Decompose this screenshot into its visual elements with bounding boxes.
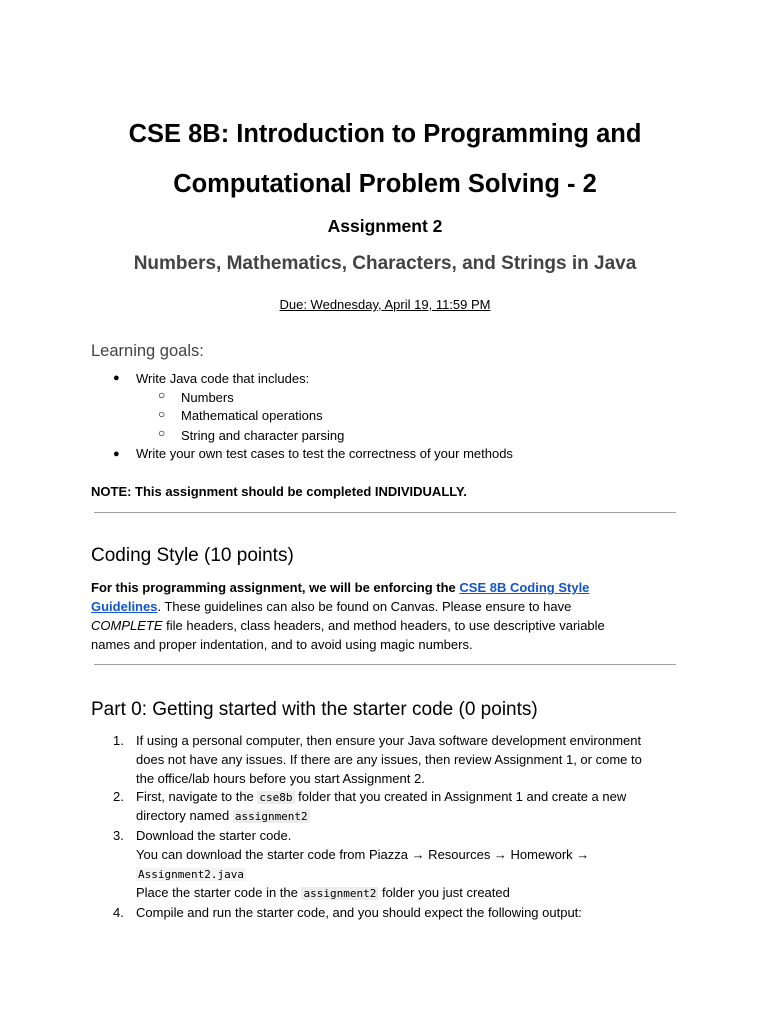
section-divider xyxy=(94,512,676,513)
step3-text: folder you just created xyxy=(378,885,510,900)
coding-style-intro: For this programming assignment, we will be enforcing the xyxy=(91,580,460,595)
step3-line2: You can download the starter code from Piazza → Resources → Homework → xyxy=(136,847,590,862)
course-title-line1: CSE 8B: Introduction to Programming and xyxy=(128,120,642,148)
goal-subitem: Mathematical operations xyxy=(181,408,323,423)
goal-subitem: String and character parsing xyxy=(181,428,345,443)
list-number: 1. xyxy=(113,733,124,748)
list-number: 4. xyxy=(113,905,124,920)
coding-style-heading: Coding Style (10 points) xyxy=(91,545,294,566)
step2-text: directory named xyxy=(136,808,233,823)
bullet-icon: ● xyxy=(113,448,120,460)
course-title-line2: Computational Problem Solving - 2 xyxy=(173,170,597,198)
code-assignment2-java: Assignment2.java xyxy=(138,868,244,881)
goal-subitem: Numbers xyxy=(181,390,234,405)
section-divider xyxy=(94,664,676,665)
list-number: 3. xyxy=(113,828,124,843)
circle-bullet-icon: ○ xyxy=(158,388,166,402)
coding-style-line3 xyxy=(91,616,605,635)
coding-style-line2 xyxy=(91,597,571,616)
step1-line3: the office/lab hours before you start Assignment 2. xyxy=(136,771,425,786)
complete-emphasis: COMPLETE xyxy=(91,618,163,633)
coding-style-guidelines-link-cont[interactable]: Guidelines xyxy=(91,599,158,614)
assignment-topic: Numbers, Mathematics, Characters, and Strings in Java xyxy=(133,253,637,274)
step3-line4 xyxy=(136,883,510,903)
goal-item: Write Java code that includes: xyxy=(136,371,310,386)
circle-bullet-icon: ○ xyxy=(158,426,166,440)
coding-style-line4: names and proper indentation, and to avoid using magic numbers. xyxy=(91,637,473,652)
step3-text: Place the starter code in the xyxy=(136,885,302,900)
step2-line1 xyxy=(136,787,626,807)
step2-text: First, navigate to the xyxy=(136,789,258,804)
step3-line1: Download the starter code. xyxy=(136,828,292,843)
goal-item: Write your own test cases to test the correctness of your methods xyxy=(136,446,513,461)
code-cse8b: cse8b xyxy=(259,791,293,804)
step4-line1: Compile and run the starter code, and you should expect the following output: xyxy=(136,905,582,920)
assignment-title: Assignment 2 xyxy=(327,216,443,236)
list-number: 2. xyxy=(113,789,124,804)
coding-style-line1 xyxy=(91,578,589,597)
coding-style-text: . These guidelines can also be found on Canvas. Please ensure to have xyxy=(157,599,572,614)
due-date: Due: Wednesday, April 19, 11:59 PM xyxy=(279,297,491,312)
individual-note: NOTE: This assignment should be completed INDIVIDUALLY. xyxy=(91,484,467,499)
code-assignment2-folder: assignment2 xyxy=(303,887,377,900)
coding-style-guidelines-link[interactable]: CSE 8B Coding Style xyxy=(459,580,590,595)
step3-line3 xyxy=(136,864,246,884)
circle-bullet-icon: ○ xyxy=(158,407,166,421)
step1-line2: does not have any issues. If there are any issues, then review Assignment 1, or come to xyxy=(136,752,642,767)
step2-text: folder that you created in Assignment 1 and create a new xyxy=(294,789,627,804)
coding-style-text: file headers, class headers, and method headers, to use descriptive variable xyxy=(162,618,605,633)
code-assignment2: assignment2 xyxy=(234,810,308,823)
part0-heading: Part 0: Getting started with the starter code (0 points) xyxy=(91,699,538,720)
bullet-icon: ● xyxy=(113,372,120,384)
learning-goals-heading: Learning goals: xyxy=(91,342,204,360)
step1-line1: If using a personal computer, then ensure your Java software development environment xyxy=(136,733,642,748)
step2-line2 xyxy=(136,806,310,826)
